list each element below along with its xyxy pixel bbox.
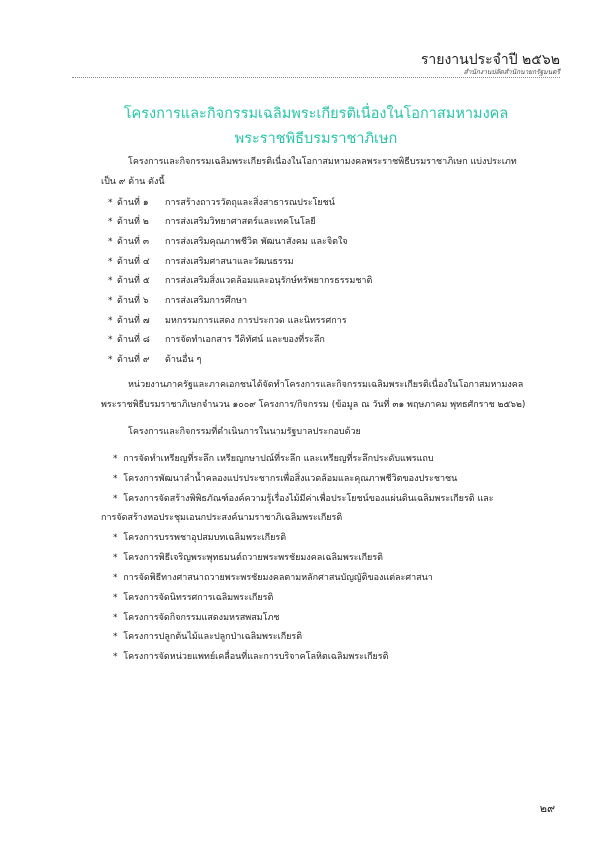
asterisk-icon: * bbox=[108, 316, 113, 326]
asterisk-icon: * bbox=[108, 257, 113, 267]
category-item bbox=[108, 236, 348, 248]
project-text: โครงการปลูกต้นไม้และปลูกป่าเฉลิมพระเกียรติ bbox=[123, 632, 303, 642]
asterisk-icon: * bbox=[113, 613, 118, 623]
report-title: รายงานประจำปี ๒๕๖๒ bbox=[420, 52, 560, 68]
asterisk-icon: * bbox=[108, 198, 113, 208]
project-item bbox=[113, 532, 286, 544]
category-item bbox=[108, 334, 325, 346]
asterisk-icon: * bbox=[113, 494, 118, 504]
category-label: ด้านที่ ๓ bbox=[117, 237, 149, 247]
project-text: โครงการพิธีเจริญพระพุทธมนต์ถวายพระพรชัยมงคลเฉลิมพระเกียรติ bbox=[123, 553, 383, 563]
category-text: มหกรรมการแสดง การประกวด และนิทรรศการ bbox=[165, 316, 347, 326]
category-label: ด้านที่ ๔ bbox=[117, 257, 150, 267]
project-text: โครงการจัดนิทรรศการเฉลิมพระเกียรติ bbox=[123, 593, 274, 603]
project-item-continuation: การจัดสร้างหอประชุมเอนกประสงค์นามราชาภิเฉลิมพระเกียรติ bbox=[101, 513, 343, 523]
section-title-line2: พระราชพิธีบรมราชาภิเษก bbox=[234, 131, 398, 147]
asterisk-icon: * bbox=[108, 335, 113, 345]
project-text: การจัดทำเหรียญที่ระลึก เหรียญกษาปณ์ที่ระลึก และเหรียญที่ระลึกประดับแพรแถบ bbox=[123, 454, 434, 464]
project-item bbox=[113, 631, 302, 643]
project-text: โครงการบรรพชาอุปสมบทเฉลิมพระเกียรติ bbox=[123, 533, 287, 543]
asterisk-icon: * bbox=[113, 573, 118, 583]
category-item bbox=[108, 256, 294, 268]
category-label: ด้านที่ ๖ bbox=[117, 296, 149, 306]
category-label: ด้านที่ ๙ bbox=[117, 355, 150, 365]
category-text: การส่งเสริมสิ่งแวดล้อมและอนุรักษ์ทรัพยากรธรรมชาติ bbox=[165, 276, 373, 286]
category-text: การส่งเสริมคุณภาพชีวิต พัฒนาสังคม และจิตใจ bbox=[165, 237, 348, 247]
intro-line2: เป็น ๙ ด้าน ดังนี้ bbox=[101, 177, 165, 187]
section-title-line1: โครงการและกิจกรรมเฉลิมพระเกียรติเนื่องในโอกาสมหามงคล bbox=[123, 106, 509, 122]
summary-line2: พระราชพิธีบรมราชาภิเษกจำนวน ๑๐๐๙ โครงการ/กิจกรรม (ข้อมูล ณ วันที่ ๓๑ พฤษภาคม พุทธศักราช ๒๕๖๒) bbox=[101, 400, 526, 410]
gov-intro: โครงการและกิจกรรมที่ดำเนินการในนามรัฐบาลประกอบด้วย bbox=[128, 427, 361, 437]
asterisk-icon: * bbox=[113, 632, 118, 642]
category-item bbox=[108, 354, 201, 366]
category-text: การส่งเสริมการศึกษา bbox=[165, 296, 248, 306]
asterisk-icon: * bbox=[113, 652, 118, 662]
project-item bbox=[113, 552, 383, 564]
project-text: การจัดพิธีทางศาสนาถวายพระพรชัยมงคลตามหลักศาสนบัญญัติของแต่ละศาสนา bbox=[123, 573, 433, 583]
asterisk-icon: * bbox=[113, 553, 118, 563]
asterisk-icon: * bbox=[108, 355, 113, 365]
category-item bbox=[108, 275, 372, 287]
header-divider bbox=[72, 77, 560, 78]
asterisk-icon: * bbox=[108, 217, 113, 227]
asterisk-icon: * bbox=[108, 296, 113, 306]
category-text: การส่งเสริมศาสนาและวัฒนธรรม bbox=[165, 257, 294, 267]
category-text: การจัดทำเอกสาร วีดิทัศน์ และของที่ระลึก bbox=[165, 335, 325, 345]
project-item bbox=[113, 612, 280, 624]
project-item bbox=[113, 493, 494, 505]
category-label: ด้านที่ ๒ bbox=[117, 217, 149, 227]
category-item bbox=[108, 295, 247, 307]
summary-line1: หน่วยงานภาครัฐและภาคเอกชนได้จัดทำโครงการและกิจกรรมเฉลิมพระเกียรติเนื่องในโอกาสมหามงคล bbox=[128, 380, 524, 390]
project-text: โครงการจัดหน่วยแพทย์เคลื่อนที่และการบริจาคโลหิตเฉลิมพระเกียรติ bbox=[123, 652, 389, 662]
project-text: โครงการจัดกิจกรรมแสดงมหรสพสมโภช bbox=[123, 613, 280, 623]
project-text: โครงการจัดสร้างพิพิธภัณฑ์องค์ความรู้เรื่องไม้มีค่าเพื่อประโยชน์ของแผ่นดินเฉลิมพระเกียรติ และ bbox=[123, 494, 494, 504]
project-item bbox=[113, 651, 388, 663]
category-item bbox=[108, 216, 316, 228]
category-item bbox=[108, 197, 335, 209]
asterisk-icon: * bbox=[113, 593, 118, 603]
category-text: ด้านอื่น ๆ bbox=[165, 355, 202, 365]
report-subtitle: สำนักงานปลัดสำนักนายกรัฐมนตรี bbox=[463, 68, 560, 76]
page-number: ๒๙ bbox=[539, 802, 555, 815]
category-text: การสร้างถาวรวัตถุและสิ่งสาธารณประโยชน์ bbox=[165, 198, 335, 208]
asterisk-icon: * bbox=[113, 533, 118, 543]
asterisk-icon: * bbox=[113, 454, 118, 464]
project-item bbox=[113, 473, 457, 485]
intro-line1: โครงการและกิจกรรมเฉลิมพระเกียรติเนื่องในโอกาสมหามงคลพระราชพิธีบรมราชาภิเษก แบ่งประเภท bbox=[128, 157, 517, 167]
category-item bbox=[108, 315, 347, 327]
project-item bbox=[113, 572, 433, 584]
category-label: ด้านที่ ๑ bbox=[117, 198, 149, 208]
category-label: ด้านที่ ๘ bbox=[117, 335, 150, 345]
category-label: ด้านที่ ๗ bbox=[117, 316, 150, 326]
asterisk-icon: * bbox=[113, 474, 118, 484]
category-text: การส่งเสริมวิทยาศาสตร์และเทคโนโลยี bbox=[165, 217, 316, 227]
category-label: ด้านที่ ๕ bbox=[117, 276, 150, 286]
asterisk-icon: * bbox=[108, 276, 113, 286]
asterisk-icon: * bbox=[108, 237, 113, 247]
project-item bbox=[113, 453, 434, 465]
project-item bbox=[113, 592, 273, 604]
project-text: โครงการพัฒนาลำน้ำคลองแปรประชากรเพื่อสิ่งแวดล้อมและคุณภาพชีวิตของประชาชน bbox=[123, 474, 458, 484]
